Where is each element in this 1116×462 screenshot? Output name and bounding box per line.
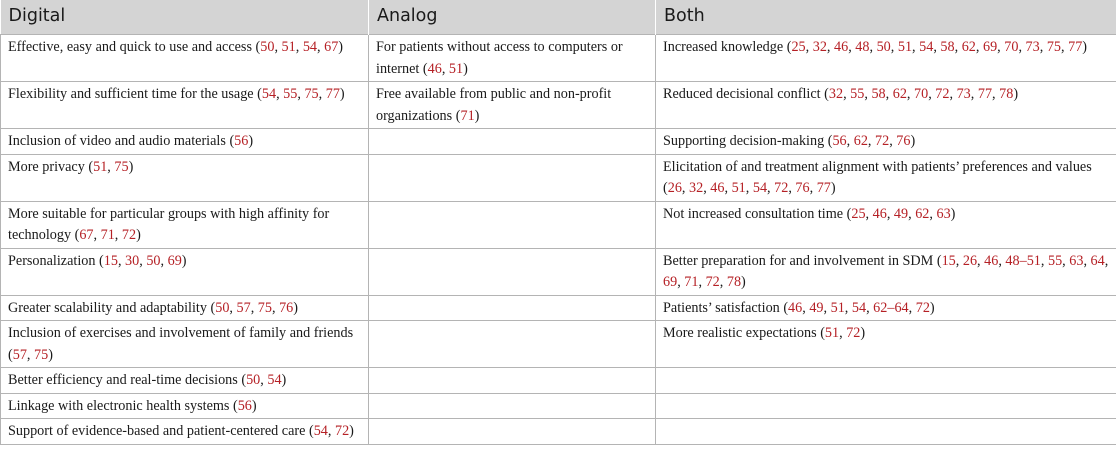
- reference-link[interactable]: 75: [304, 86, 319, 102]
- reference-link[interactable]: 72: [935, 86, 950, 102]
- table-row: [1, 393, 1116, 419]
- analog-cell: [369, 393, 656, 419]
- both-cell: More realistic expectations (51, 72): [656, 321, 1116, 368]
- both-cell: Patients’ satisfaction (46, 49, 51, 54, 62–64, 72): [656, 295, 1116, 321]
- analog-cell: [369, 201, 656, 248]
- reference-link[interactable]: 50: [876, 39, 891, 55]
- analog-cell: Free available from public and non-profit organizations (71): [369, 82, 656, 129]
- reference-link[interactable]: 77: [977, 86, 993, 102]
- reference-link[interactable]: 57: [236, 299, 251, 316]
- table-row: [1, 201, 1116, 248]
- reference-link[interactable]: 75: [114, 158, 129, 175]
- reference-link[interactable]: 62: [915, 205, 930, 222]
- reference-link[interactable]: 51: [830, 299, 845, 316]
- cell-text: More privacy: [8, 158, 85, 175]
- reference-link[interactable]: 72: [334, 423, 350, 439]
- reference-link[interactable]: 50: [146, 252, 161, 269]
- reference-link[interactable]: 15: [103, 252, 118, 269]
- reference-link[interactable]: 76: [795, 180, 810, 196]
- reference-link[interactable]: 62: [853, 133, 868, 149]
- header-row: [1, 0, 1116, 35]
- reference-link[interactable]: 46: [872, 205, 887, 222]
- analog-cell: [369, 368, 656, 394]
- cell-text: Support of evidence-based and patient-centered care: [8, 423, 306, 439]
- reference-link[interactable]: 58: [940, 39, 955, 55]
- reference-link[interactable]: 70: [1004, 39, 1019, 55]
- reference-link[interactable]: 77: [325, 86, 340, 102]
- both-cell: [656, 419, 1116, 445]
- reference-link[interactable]: 55: [850, 86, 865, 102]
- reference-link[interactable]: 58: [871, 86, 886, 102]
- reference-link[interactable]: 26: [667, 180, 682, 196]
- reference-link[interactable]: 32: [812, 39, 827, 55]
- analog-cell: For patients without access to computers or internet (46, 51): [369, 35, 656, 82]
- digital-cell: Linkage with electronic health systems (56): [1, 393, 369, 419]
- reference-link[interactable]: 51: [824, 325, 840, 341]
- table-row: [1, 295, 1116, 321]
- cell-text: Elicitation of and treatment alignment with patients’ preferences and values: [663, 158, 1092, 175]
- reference-link[interactable]: 72: [875, 133, 890, 149]
- both-cell: Supporting decision-making (56, 62, 72, 76): [656, 129, 1116, 155]
- digital-cell: Inclusion of exercises and involvement of family and friends (57, 75): [1, 321, 369, 368]
- analog-cell: [369, 129, 656, 155]
- reference-link[interactable]: 62: [892, 86, 907, 102]
- table-row: [1, 419, 1116, 445]
- digital-cell: Effective, easy and quick to use and access (50, 51, 54, 67): [1, 35, 369, 82]
- digital-cell: Support of evidence-based and patient-centered care (54, 72): [1, 419, 369, 445]
- reference-link[interactable]: 54: [313, 423, 328, 439]
- reference-link[interactable]: 63: [1069, 252, 1084, 269]
- reference-link[interactable]: 72: [705, 274, 720, 290]
- reference-link[interactable]: 75: [257, 299, 272, 316]
- reference-link[interactable]: 51: [93, 158, 108, 175]
- both-cell: Not increased consultation time (25, 46, 49, 62, 63): [656, 201, 1116, 248]
- table-row: [1, 82, 1116, 129]
- reference-link[interactable]: 71: [684, 274, 699, 290]
- analog-cell: [369, 295, 656, 321]
- reference-link[interactable]: 77: [816, 180, 831, 196]
- reference-link[interactable]: 62: [961, 39, 976, 55]
- reference-link[interactable]: 25: [791, 39, 806, 55]
- cell-text: For patients without access to computers or internet: [376, 39, 623, 77]
- cell-text: More suitable for particular groups with high affinity for technology: [8, 205, 330, 243]
- reference-link[interactable]: 51: [448, 60, 464, 77]
- reference-link[interactable]: 64: [1090, 252, 1105, 269]
- reference-link[interactable]: 69: [663, 274, 678, 290]
- reference-link[interactable]: 77: [1068, 39, 1083, 55]
- reference-link[interactable]: 51: [731, 180, 746, 196]
- both-cell: Reduced decisional conflict (32, 55, 58, 62, 70, 72, 73, 77, 78): [656, 82, 1116, 129]
- digital-cell: Better efficiency and real-time decisions (50, 54): [1, 368, 369, 394]
- reference-link[interactable]: 54: [302, 39, 318, 55]
- cell-text: Linkage with electronic health systems: [8, 397, 230, 414]
- reference-link[interactable]: 63: [936, 205, 951, 222]
- reference-link[interactable]: 54: [752, 180, 768, 196]
- reference-link[interactable]: 51: [897, 39, 913, 55]
- reference-link[interactable]: 46: [710, 180, 725, 196]
- reference-link[interactable]: 54: [919, 39, 934, 55]
- table-row: [1, 154, 1116, 201]
- both-cell: Increased knowledge (25, 32, 46, 48, 50, 51, 54, 58, 62, 69, 70, 73, 75, 77): [656, 35, 1116, 82]
- reference-link[interactable]: 75: [34, 346, 49, 363]
- reference-link[interactable]: 69: [982, 39, 998, 55]
- reference-link[interactable]: 72: [846, 325, 861, 341]
- digital-cell: More suitable for particular groups with high affinity for technology (67, 71, 72): [1, 201, 369, 248]
- reference-link[interactable]: 67: [79, 227, 94, 243]
- reference-link[interactable]: 46: [788, 299, 803, 316]
- reference-link[interactable]: 72: [121, 227, 137, 243]
- reference-link[interactable]: 15: [941, 252, 956, 269]
- reference-link[interactable]: 54: [851, 299, 867, 316]
- cell-text: Reduced decisional conflict: [663, 86, 821, 102]
- cell-text: Inclusion of video and audio materials: [8, 133, 226, 149]
- digital-cell: Inclusion of video and audio materials (56): [1, 129, 369, 155]
- reference-link[interactable]: 30: [125, 252, 140, 269]
- reference-link[interactable]: 78: [999, 86, 1014, 102]
- reference-link[interactable]: 49: [893, 205, 909, 222]
- cell-text: Increased knowledge: [663, 39, 784, 55]
- reference-link[interactable]: 46: [984, 252, 999, 269]
- cell-text: Greater scalability and adaptability: [8, 299, 207, 316]
- both-cell: [656, 393, 1116, 419]
- table-row: [1, 248, 1116, 295]
- both-cell: Elicitation of and treatment alignment with patients’ preferences and values (26, 32, 46, 51, 54, 72, 76, 77): [656, 154, 1116, 201]
- table-row: [1, 129, 1116, 155]
- cell-text: Better efficiency and real-time decisions: [8, 372, 238, 388]
- reference-link[interactable]: 55: [1047, 252, 1063, 269]
- cell-text: Free available from public and non-profit organizations: [376, 86, 612, 124]
- digital-cell: More privacy (51, 75): [1, 154, 369, 201]
- digital-cell: Greater scalability and adaptability (50, 57, 75, 76): [1, 295, 369, 321]
- reference-link[interactable]: 76: [896, 133, 911, 149]
- reference-link[interactable]: 73: [956, 86, 971, 102]
- reference-link[interactable]: 26: [962, 252, 978, 269]
- reference-link[interactable]: 56: [832, 133, 847, 149]
- reference-link[interactable]: 54: [261, 86, 277, 102]
- table-row: [1, 35, 1116, 82]
- reference-link[interactable]: 62–64: [873, 299, 909, 316]
- reference-link[interactable]: 73: [1025, 39, 1040, 55]
- both-cell: Better preparation for and involvement in SDM (15, 26, 46, 48–51, 55, 63, 64, 69, 71, 72, 78): [656, 248, 1116, 295]
- reference-link[interactable]: 46: [427, 60, 442, 77]
- cell-text: Flexibility and sufficient time for the usage: [8, 86, 254, 102]
- reference-link[interactable]: 50: [260, 39, 275, 55]
- reference-link[interactable]: 55: [283, 86, 298, 102]
- table-row: [1, 321, 1116, 368]
- header-analog: Analog: [369, 0, 656, 35]
- cell-text: Personalization: [8, 252, 96, 269]
- reference-link[interactable]: 56: [237, 397, 252, 414]
- reference-link[interactable]: 69: [167, 252, 182, 269]
- reference-link[interactable]: 67: [324, 39, 339, 55]
- header-both: Both: [656, 0, 1116, 35]
- cell-text: Inclusion of exercises and involvement of family and friends: [8, 325, 354, 341]
- cell-text: More realistic expectations: [663, 325, 817, 341]
- reference-link[interactable]: 32: [828, 86, 844, 102]
- cell-text: Better preparation for and involvement in SDM: [663, 252, 934, 269]
- reference-link[interactable]: 51: [281, 39, 296, 55]
- reference-link[interactable]: 48: [855, 39, 870, 55]
- reference-link[interactable]: 75: [1046, 39, 1061, 55]
- both-cell: [656, 368, 1116, 394]
- reference-link[interactable]: 72: [774, 180, 789, 196]
- reference-link[interactable]: 46: [834, 39, 849, 55]
- reference-link[interactable]: 50: [215, 299, 230, 316]
- header-digital: Digital: [1, 0, 369, 35]
- reference-link[interactable]: 76: [279, 299, 294, 316]
- reference-link[interactable]: 72: [915, 299, 930, 316]
- reference-link[interactable]: 70: [914, 86, 929, 102]
- table-row: [1, 368, 1116, 394]
- cell-text: Not increased consultation time: [663, 205, 844, 222]
- digital-cell: Flexibility and sufficient time for the usage (54, 55, 75, 77): [1, 82, 369, 129]
- reference-link[interactable]: 57: [12, 346, 27, 363]
- reference-link[interactable]: 48–51: [1005, 252, 1041, 269]
- analog-cell: [369, 248, 656, 295]
- analog-cell: [369, 419, 656, 445]
- reference-link[interactable]: 71: [100, 227, 115, 243]
- reference-link[interactable]: 78: [726, 274, 742, 290]
- reference-link[interactable]: 49: [809, 299, 824, 316]
- cell-text: Supporting decision-making: [663, 133, 825, 149]
- reference-link[interactable]: 71: [460, 107, 475, 124]
- reference-link[interactable]: 50: [246, 372, 261, 388]
- analog-cell: [369, 154, 656, 201]
- cell-text: Patients’ satisfaction: [663, 299, 780, 316]
- reference-link[interactable]: 56: [234, 133, 249, 149]
- reference-link[interactable]: 25: [851, 205, 866, 222]
- digital-cell: Personalization (15, 30, 50, 69): [1, 248, 369, 295]
- cell-text: Effective, easy and quick to use and access: [8, 39, 252, 55]
- analog-cell: [369, 321, 656, 368]
- reference-link[interactable]: 32: [689, 180, 704, 196]
- reference-link[interactable]: 54: [267, 372, 282, 388]
